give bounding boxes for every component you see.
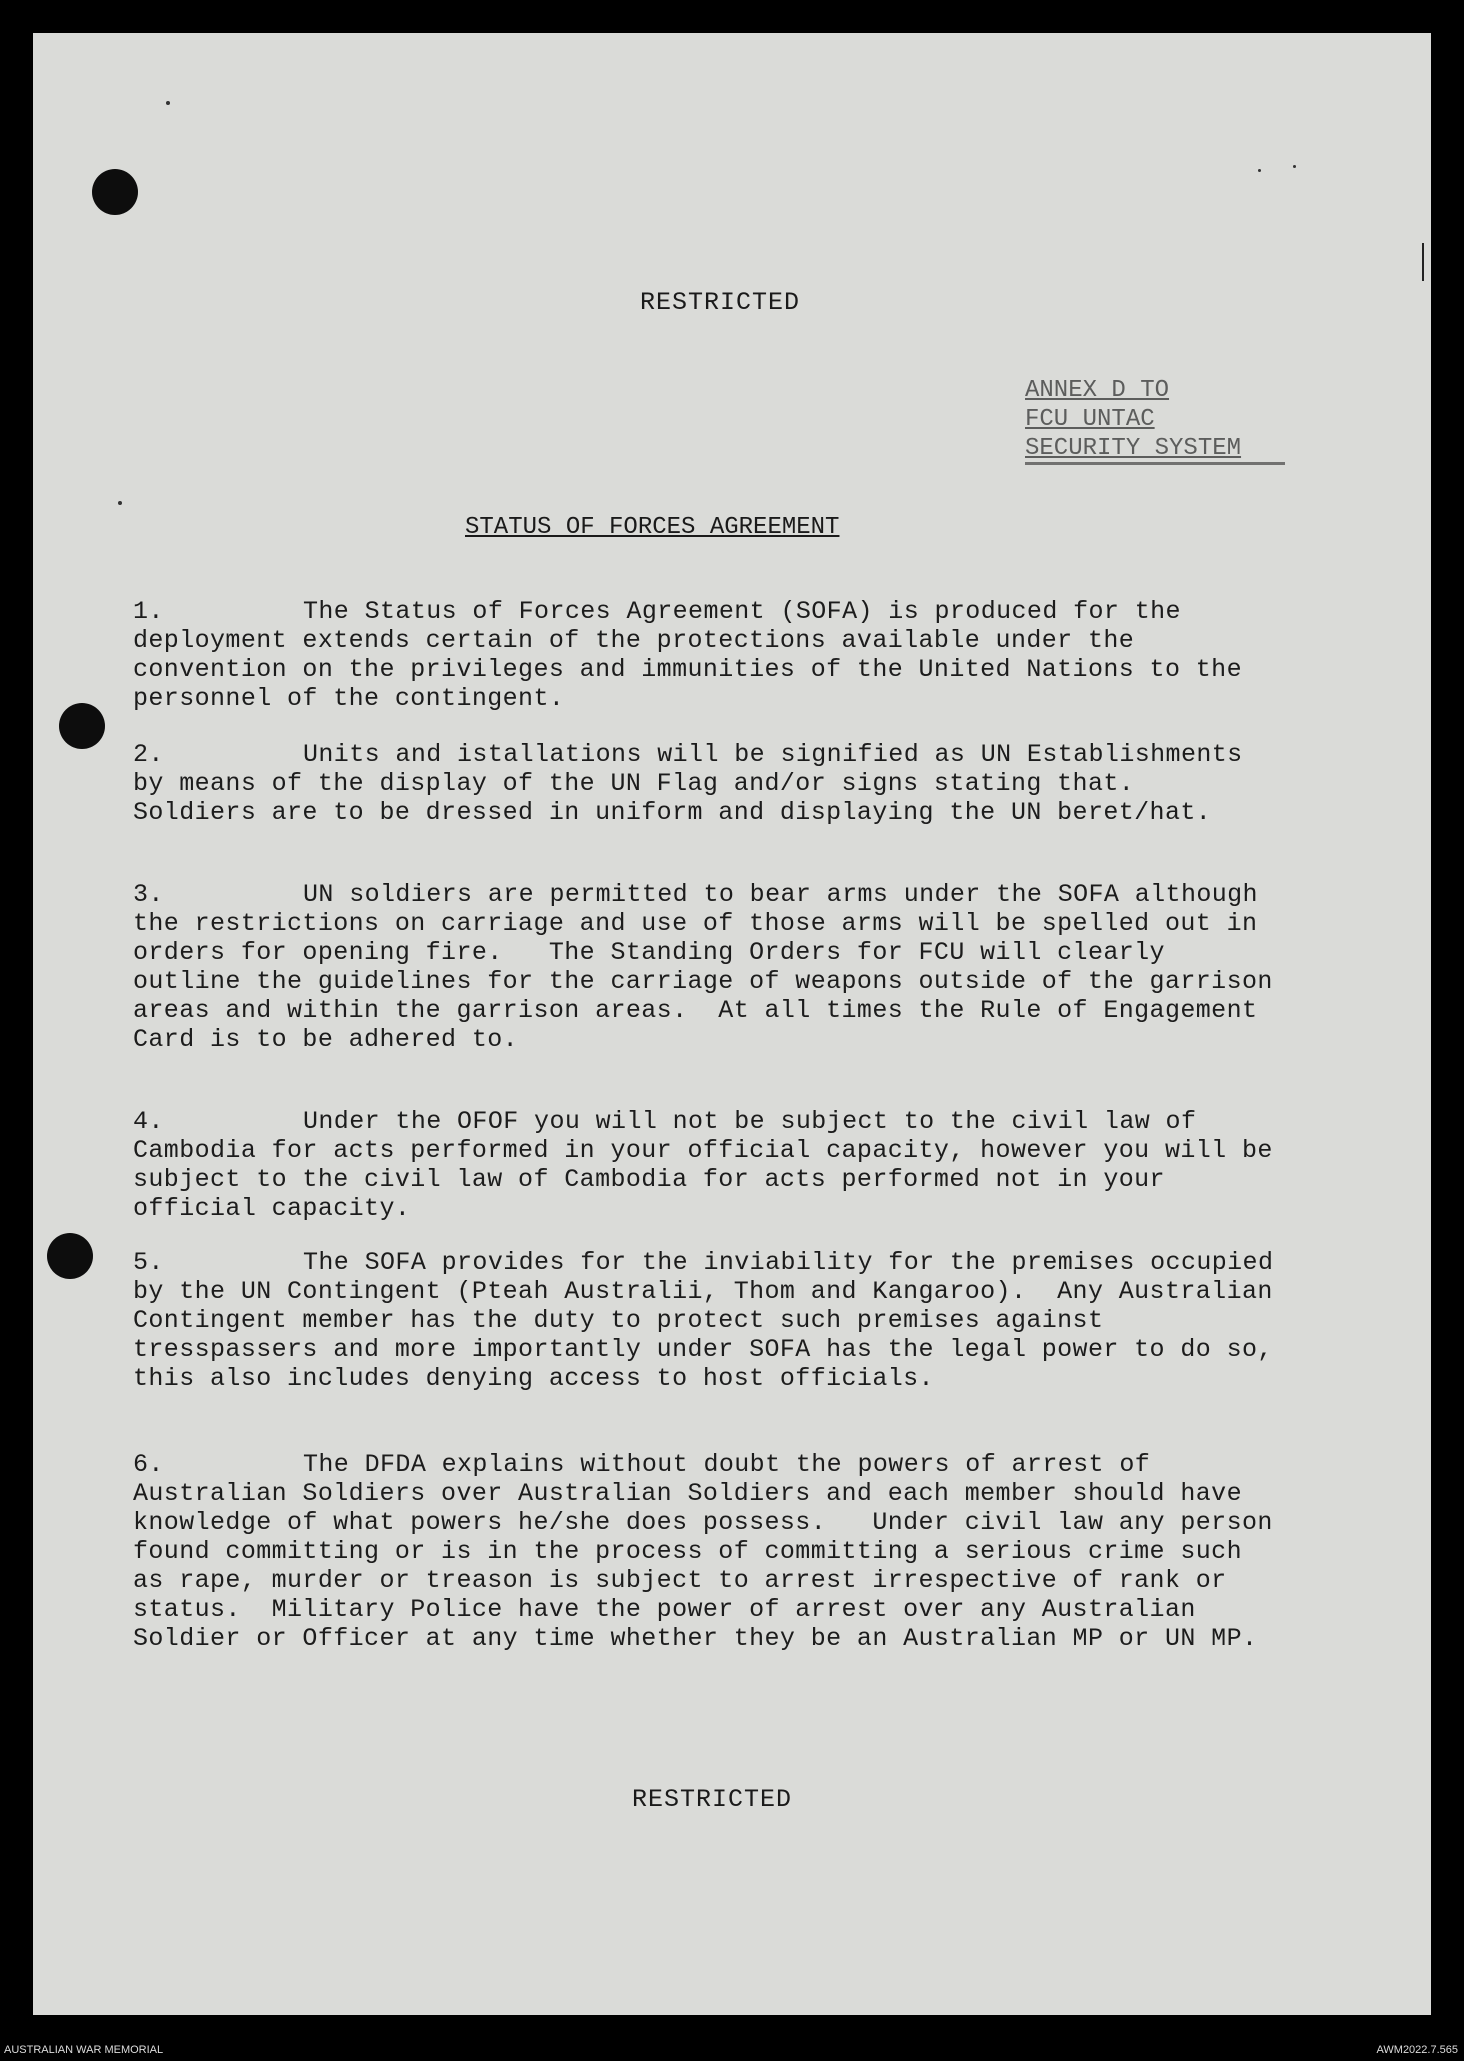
punch-hole-bottom bbox=[47, 1233, 93, 1279]
paragraph-4 bbox=[133, 1107, 1289, 1223]
paragraph-2 bbox=[133, 740, 1283, 827]
paragraph-number: 1. bbox=[133, 597, 164, 626]
archive-name: AUSTRALIAN WAR MEMORIAL bbox=[4, 2044, 164, 2056]
accession-number: AWM2022.7.565 bbox=[1376, 2044, 1458, 2056]
paragraph-number: 6. bbox=[133, 1450, 164, 1479]
annex-reference bbox=[1025, 376, 1241, 463]
paragraph-number: 2. bbox=[133, 740, 164, 769]
archive-footer bbox=[0, 2040, 1464, 2061]
annex-line: ANNEX D TO bbox=[1025, 377, 1170, 404]
header-classification: RESTRICTED bbox=[640, 288, 801, 317]
paragraph-text: UN soldiers are permitted to bear arms under the SOFA although the restrictions on carriage and use of those arms will be spelled out in orders for opening fire. The Standing Orders for FCU will clearly outline the guidelines for the carriage of weapons outside of the garrison areas and within the garrison areas. At all times the Rule of Engagement Card is to be adhered to. bbox=[133, 880, 1289, 1054]
annex-line: SECURITY SYSTEM bbox=[1025, 435, 1242, 462]
punch-hole-middle bbox=[59, 703, 105, 749]
paragraph-3 bbox=[133, 880, 1289, 1054]
document-title: STATUS OF FORCES AGREEMENT bbox=[465, 514, 840, 541]
paragraph-6 bbox=[133, 1450, 1289, 1653]
paragraph-number: 4. bbox=[133, 1107, 164, 1136]
paragraph-text: The DFDA explains without doubt the powers of arrest of Australian Soldiers over Australian Soldiers and each member should have knowledge of what powers he/she does possess. Under civil law any person found committing or is in the process of committing a serious crime such as rape, murder or treason is subject to arrest irrespective of rank or status. Military Police have the power of arrest over any Australian Soldier or Officer at any time whether they be an Australian MP or UN MP. bbox=[133, 1450, 1289, 1653]
footer-classification: RESTRICTED bbox=[632, 1785, 793, 1814]
annex-line: FCU UNTAC bbox=[1025, 406, 1155, 433]
paragraph-5 bbox=[133, 1248, 1289, 1393]
punch-hole-top bbox=[92, 169, 138, 215]
paragraph-text: Units and istallations will be signified as UN Establishments by means of the display of the UN Flag and/or signs stating that. Soldiers are to be dressed in uniform and displaying the UN beret/hat. bbox=[133, 740, 1258, 827]
paragraph-1 bbox=[133, 597, 1283, 713]
annex-underline bbox=[1025, 462, 1285, 465]
paragraph-text: The Status of Forces Agreement (SOFA) is produced for the deployment extends certain of the protections available under the convention on the privileges and immunities of the United Nations to the personnel of the contingent. bbox=[133, 597, 1258, 713]
paragraph-number: 3. bbox=[133, 880, 164, 909]
edge-mark bbox=[1422, 243, 1424, 281]
paragraph-text: The SOFA provides for the inviability for the premises occupied by the UN Contingent (Pteah Australii, Thom and Kangaroo). Any Australian Contingent member has the duty to protect such premises against tresspassers and more importantly under SOFA has the legal power to do so, this also includes denying access to host officials. bbox=[133, 1248, 1289, 1393]
paragraph-text: Under the OFOF you will not be subject to the civil law of Cambodia for acts performed in your official capacity, however you will be subject to the civil law of Cambodia for acts performed not in your official capacity. bbox=[133, 1107, 1289, 1223]
paragraph-number: 5. bbox=[133, 1248, 164, 1277]
